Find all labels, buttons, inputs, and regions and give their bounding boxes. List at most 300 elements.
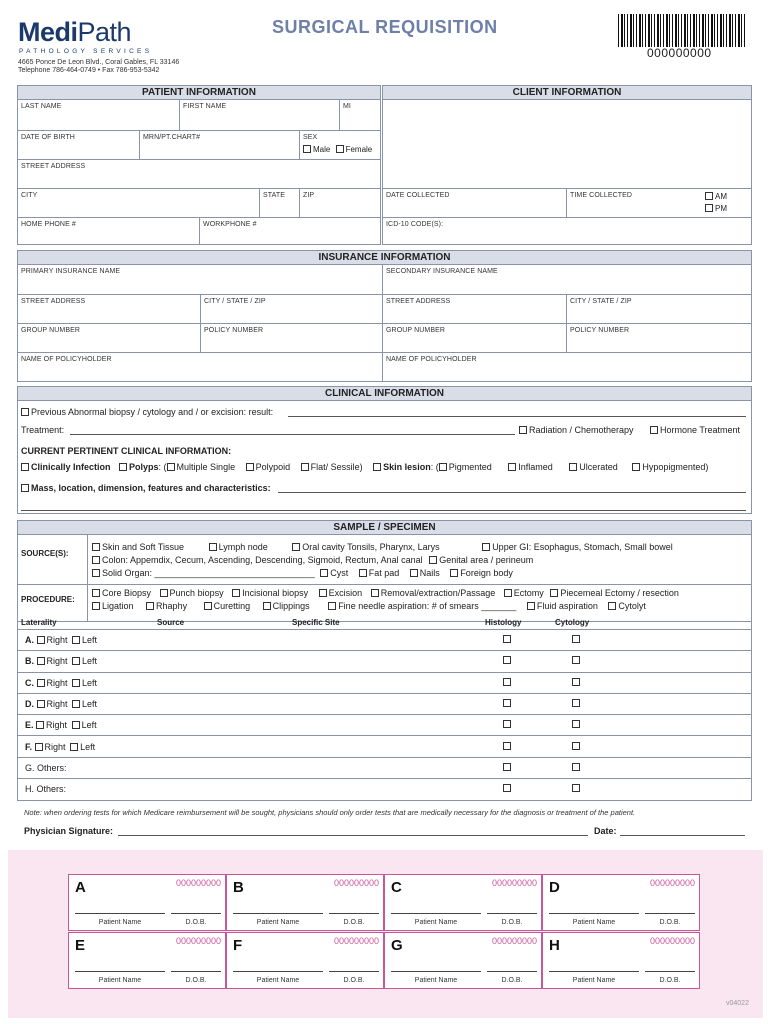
skin-lesion-checkbox[interactable]: [373, 463, 381, 471]
left-label: Left: [82, 656, 98, 667]
skin-lesion-label: Skin lesion: [383, 462, 431, 472]
hypopigmented-label: Hypopigmented): [642, 462, 709, 472]
colon-checkbox[interactable]: [92, 556, 100, 564]
signature-line[interactable]: [118, 835, 588, 836]
removal-label: Removal/extraction/Passage: [380, 588, 496, 598]
nails-checkbox[interactable]: [410, 569, 418, 577]
skin-soft-tissue-checkbox[interactable]: [92, 543, 100, 551]
primary-holder-field[interactable]: [18, 353, 383, 381]
colon-label: Colon: Appemdix, Cecum, Ascending, Descending, Sigmoid, Rectum, Anal canal: [102, 555, 423, 565]
mi-field[interactable]: [340, 100, 380, 131]
label-number: 000000000: [333, 878, 379, 888]
col-source: Source: [157, 618, 185, 627]
punch-biopsy-checkbox[interactable]: [160, 589, 168, 597]
mass-line-1[interactable]: [278, 492, 746, 493]
cytology-checkbox[interactable]: [572, 784, 580, 792]
work-phone-label: WORKPHONE #: [203, 221, 257, 228]
patient-name-caption: Patient Name: [98, 919, 142, 926]
right-label: Right: [46, 698, 68, 709]
ectomy-checkbox[interactable]: [504, 589, 512, 597]
label-letter: F: [233, 937, 243, 954]
primary-city-label: CITY / STATE / ZIP: [204, 298, 266, 305]
treatment-label: Treatment:: [21, 425, 65, 435]
patient-name-caption: Patient Name: [572, 919, 616, 926]
left-checkbox[interactable]: [70, 743, 78, 751]
incisional-biopsy-label: Incisional biopsy: [242, 588, 309, 598]
dob-line[interactable]: [645, 913, 695, 914]
patient-name-line[interactable]: [233, 913, 323, 914]
pigmented-label: Pigmented: [448, 462, 492, 472]
patient-info-header: PATIENT INFORMATION: [18, 86, 380, 100]
lab-address: 4665 Ponce De Leon Blvd., Coral Gables, FL 33146: [18, 59, 180, 66]
skin-soft-tissue-label: Skin and Soft Tissue: [102, 542, 185, 552]
radiation-label: Radiation / Chemotherapy: [529, 425, 634, 435]
dob-caption: D.O.B.: [185, 919, 207, 926]
male-label: Male: [313, 145, 331, 154]
label-letter: D: [549, 879, 560, 896]
row-letter: C.: [25, 677, 34, 688]
primary-insurance-field[interactable]: [18, 265, 383, 295]
barcode: [618, 14, 746, 47]
dob-caption: D.O.B.: [343, 919, 365, 926]
cytology-checkbox[interactable]: [572, 763, 580, 771]
oral-cavity-checkbox[interactable]: [292, 543, 300, 551]
row-letter: E.: [25, 720, 34, 731]
dob-line[interactable]: [171, 913, 221, 914]
left-label: Left: [80, 741, 96, 752]
primary-street-field[interactable]: [18, 295, 201, 324]
page-title: SURGICAL REQUISITION: [272, 17, 498, 37]
patient-name-line[interactable]: [549, 913, 639, 914]
lymph-node-label: Lymph node: [218, 542, 268, 552]
dob-field[interactable]: [18, 131, 140, 160]
solid-organ-checkbox[interactable]: [92, 569, 100, 577]
patient-name-line[interactable]: [233, 971, 323, 972]
right-label: Right: [46, 656, 68, 667]
lab-phone: Telephone 786-464-0749 • Fax 786-953-5342: [18, 67, 160, 74]
radiation-option: [519, 425, 634, 435]
insurance-header: INSURANCE INFORMATION: [18, 251, 751, 265]
mrn-field[interactable]: [140, 131, 300, 160]
col-histology: Histology: [485, 618, 522, 627]
zip-field[interactable]: [300, 189, 380, 218]
source-row-2: [92, 555, 533, 565]
patient-name-caption: Patient Name: [256, 977, 300, 984]
procedure-row-1: [92, 588, 679, 598]
ligation-label: Ligation: [102, 601, 134, 611]
dob-caption: D.O.B.: [659, 977, 681, 984]
foreign-body-label: Foreign body: [460, 568, 513, 578]
patient-name-caption: Patient Name: [414, 919, 458, 926]
procedure-row-2: [92, 601, 646, 611]
sources-label-cell: [18, 535, 88, 584]
time-collected-label: TIME COLLECTED: [570, 192, 633, 199]
primary-street-label: STREET ADDRESS: [21, 298, 86, 305]
primary-policy-label: POLICY NUMBER: [204, 327, 264, 334]
excision-label: Excision: [328, 588, 363, 598]
row-letter: D.: [25, 698, 34, 709]
secondary-policy-label: POLICY NUMBER: [570, 327, 630, 334]
multiple-single-label: Multiple Single: [176, 462, 236, 472]
ulcerated-checkbox[interactable]: [569, 463, 577, 471]
cytology-checkbox[interactable]: [572, 678, 580, 686]
work-phone-field[interactable]: [200, 218, 380, 245]
dob-caption: D.O.B.: [185, 977, 207, 984]
dob-line[interactable]: [645, 971, 695, 972]
logo-brand-a: Medi: [18, 17, 78, 47]
cytolyt-label: Cytolyt: [618, 601, 646, 611]
histology-checkbox[interactable]: [503, 763, 511, 771]
hormone-option: [650, 425, 740, 435]
specimen-row: [17, 758, 752, 779]
patient-name-caption: Patient Name: [98, 977, 142, 984]
flat-sessile-label: Flat/ Sessile): [310, 462, 363, 472]
piecemeal-checkbox[interactable]: [550, 589, 558, 597]
left-label: Left: [81, 720, 97, 731]
secondary-city-field[interactable]: [567, 295, 751, 324]
city-field[interactable]: [18, 189, 260, 218]
male-checkbox[interactable]: [303, 145, 311, 153]
left-checkbox[interactable]: [72, 636, 80, 644]
primary-holder-label: NAME OF POLICYHOLDER: [21, 356, 112, 363]
dob-line[interactable]: [487, 971, 537, 972]
right-checkbox[interactable]: [37, 636, 45, 644]
secondary-street-field[interactable]: [383, 295, 567, 324]
primary-insurance-label: PRIMARY INSURANCE NAME: [21, 268, 121, 275]
ectomy-label: Ectomy: [513, 588, 544, 598]
rhaphy-checkbox[interactable]: [146, 602, 154, 610]
label-number: 000000000: [649, 936, 695, 946]
ligation-checkbox[interactable]: [92, 602, 100, 610]
cyst-checkbox[interactable]: [320, 569, 328, 577]
multiple-single-checkbox[interactable]: [167, 463, 175, 471]
label-number: 000000000: [175, 936, 221, 946]
patient-name-line[interactable]: [391, 971, 481, 972]
label-letter: G: [391, 937, 403, 954]
insurance-section: [17, 250, 752, 382]
label-number: 000000000: [491, 936, 537, 946]
histology-checkbox[interactable]: [503, 720, 511, 728]
upper-gi-checkbox[interactable]: [482, 543, 490, 551]
specimen-label-h[interactable]: [542, 932, 700, 989]
primary-city-field[interactable]: [201, 295, 383, 324]
date-collected-field[interactable]: [383, 189, 567, 218]
histology-checkbox[interactable]: [503, 742, 511, 750]
previous-biopsy-label: Previous Abnormal biopsy / cytology and / or excision: result:: [31, 407, 274, 417]
left-label: Left: [82, 677, 98, 688]
dob-line[interactable]: [329, 913, 379, 914]
patient-name-caption: Patient Name: [572, 977, 616, 984]
col-laterality: Laterality: [21, 618, 57, 627]
hypopigmented-checkbox[interactable]: [632, 463, 640, 471]
right-checkbox[interactable]: [37, 657, 45, 665]
previous-biopsy-checkbox[interactable]: [21, 408, 29, 416]
date-label: Date:: [594, 826, 617, 836]
first-name-label: FIRST NAME: [183, 103, 227, 110]
cytology-checkbox[interactable]: [572, 635, 580, 643]
city-label: CITY: [21, 192, 38, 199]
label-number: 000000000: [175, 878, 221, 888]
histology-checkbox[interactable]: [503, 784, 511, 792]
fat-pad-checkbox[interactable]: [359, 569, 367, 577]
specimen-row: [17, 779, 752, 800]
dob-line[interactable]: [171, 971, 221, 972]
label-number: 000000000: [333, 936, 379, 946]
right-checkbox[interactable]: [36, 721, 44, 729]
specimen-label-d[interactable]: [542, 874, 700, 931]
cytology-checkbox[interactable]: [572, 699, 580, 707]
col-specific-site: Specific Site: [292, 618, 340, 627]
procedure-label: PROCEDURE:: [21, 595, 75, 604]
zip-label: ZIP: [303, 192, 315, 199]
dob-label: DATE OF BIRTH: [21, 134, 75, 141]
right-checkbox[interactable]: [35, 743, 43, 751]
dob-line[interactable]: [487, 913, 537, 914]
patient-name-caption: Patient Name: [256, 919, 300, 926]
previous-biopsy-row: [21, 407, 273, 417]
secondary-group-field[interactable]: [383, 324, 567, 353]
clinical-header: CLINICAL INFORMATION: [18, 387, 751, 401]
radiation-checkbox[interactable]: [519, 426, 527, 434]
last-name-field[interactable]: [18, 100, 180, 131]
client-info-header: CLIENT INFORMATION: [383, 86, 751, 100]
inflamed-label: Inflamed: [518, 462, 553, 472]
current-clinical-heading: CURRENT PERTINENT CLINICAL INFORMATION:: [21, 446, 232, 456]
col-cytology: Cytology: [555, 618, 590, 627]
cytology-checkbox[interactable]: [572, 742, 580, 750]
patient-name-line[interactable]: [549, 971, 639, 972]
polypoid-label: Polypoid: [255, 462, 291, 472]
curetting-checkbox[interactable]: [204, 602, 212, 610]
hormone-label: Hormone Treatment: [660, 425, 741, 435]
core-biopsy-checkbox[interactable]: [92, 589, 100, 597]
patient-name-line[interactable]: [391, 913, 481, 914]
specimen-label-a[interactable]: [68, 874, 226, 931]
infection-checkbox[interactable]: [21, 463, 29, 471]
cytology-checkbox[interactable]: [572, 656, 580, 664]
nails-label: Nails: [419, 568, 440, 578]
patient-name-caption: Patient Name: [414, 977, 458, 984]
infection-label: Clinically Infection: [31, 462, 111, 472]
time-collected-field[interactable]: [567, 189, 751, 218]
right-label: Right: [44, 741, 66, 752]
state-label: STATE: [263, 192, 286, 199]
histology-checkbox[interactable]: [503, 678, 511, 686]
dob-caption: D.O.B.: [343, 977, 365, 984]
others-label: H. Others:: [25, 784, 67, 795]
mass-checkbox[interactable]: [21, 484, 29, 492]
fna-label: Fine needle aspiration: # of smears _______: [338, 601, 517, 611]
am-checkbox[interactable]: [705, 192, 713, 200]
specimen-label-c[interactable]: [384, 874, 542, 931]
label-letter: B: [233, 879, 244, 896]
solid-organ-label: Solid Organ: ________________________________: [102, 568, 315, 578]
date-line[interactable]: [620, 835, 745, 836]
secondary-holder-field[interactable]: [383, 353, 751, 381]
treatment-line[interactable]: [70, 434, 515, 435]
removal-checkbox[interactable]: [371, 589, 379, 597]
am-label: AM: [715, 192, 727, 201]
right-checkbox[interactable]: [37, 700, 45, 708]
flat-sessile-checkbox[interactable]: [301, 463, 309, 471]
ulcerated-label: Ulcerated: [579, 462, 618, 472]
left-checkbox[interactable]: [72, 657, 80, 665]
primary-group-label: GROUP NUMBER: [21, 327, 81, 334]
specimen-row: [17, 694, 752, 715]
core-biopsy-label: Core Biopsy: [102, 588, 152, 598]
incisional-biopsy-checkbox[interactable]: [232, 589, 240, 597]
pm-checkbox[interactable]: [705, 204, 713, 212]
right-checkbox[interactable]: [37, 679, 45, 687]
specimen-row: [17, 737, 752, 758]
row-letter: F.: [25, 741, 33, 752]
patient-name-line[interactable]: [75, 971, 165, 972]
label-number: 000000000: [649, 878, 695, 888]
barcode-number: 000000000: [647, 46, 712, 60]
others-label: G. Others:: [25, 762, 67, 773]
rhaphy-label: Rhaphy: [156, 601, 188, 611]
left-label: Left: [82, 698, 98, 709]
curetting-label: Curetting: [213, 601, 251, 611]
logo-subtitle: PATHOLOGY SERVICES: [19, 48, 153, 55]
left-checkbox[interactable]: [72, 721, 80, 729]
left-checkbox[interactable]: [72, 700, 80, 708]
mass-row: [21, 483, 271, 493]
left-label: Left: [82, 635, 98, 645]
specimen-label-f[interactable]: [226, 932, 384, 989]
sample-header: SAMPLE / SPECIMEN: [18, 521, 751, 535]
secondary-street-label: STREET ADDRESS: [386, 298, 451, 305]
histology-checkbox[interactable]: [503, 699, 511, 707]
fat-pad-label: Fat pad: [368, 568, 400, 578]
clinical-options-row: [21, 462, 708, 472]
excision-checkbox[interactable]: [319, 589, 327, 597]
dob-caption: D.O.B.: [659, 919, 681, 926]
cytology-checkbox[interactable]: [572, 720, 580, 728]
clippings-checkbox[interactable]: [263, 602, 271, 610]
female-label: Female: [345, 145, 373, 154]
polypoid-checkbox[interactable]: [246, 463, 254, 471]
genital-area-checkbox[interactable]: [429, 556, 437, 564]
dob-line[interactable]: [329, 971, 379, 972]
secondary-insurance-field[interactable]: [383, 265, 751, 295]
patient-info-section: [17, 85, 381, 245]
secondary-policy-field[interactable]: [567, 324, 751, 353]
dob-caption: D.O.B.: [501, 977, 523, 984]
version-label: v04022: [726, 1000, 749, 1007]
label-number: 000000000: [491, 878, 537, 888]
mass-line-2[interactable]: [21, 510, 746, 511]
specimen-row: [17, 651, 752, 672]
secondary-holder-label: NAME OF POLICYHOLDER: [386, 356, 477, 363]
signature-label: Physician Signature:: [24, 826, 114, 836]
pm-label: PM: [715, 204, 727, 213]
right-label: Right: [46, 635, 68, 645]
histology-checkbox[interactable]: [503, 656, 511, 664]
logo: [18, 18, 131, 46]
state-field[interactable]: [260, 189, 300, 218]
polyps-checkbox[interactable]: [119, 463, 127, 471]
logo-brand-b: Path: [77, 17, 132, 47]
specimen-row: [17, 673, 752, 694]
sex-label: SEX: [303, 134, 318, 141]
label-letter: A: [75, 879, 86, 896]
specimen-label-g[interactable]: [384, 932, 542, 989]
secondary-insurance-label: SECONDARY INSURANCE NAME: [386, 268, 498, 275]
icd-field[interactable]: [383, 218, 751, 245]
fluid-aspiration-checkbox[interactable]: [527, 602, 535, 610]
left-checkbox[interactable]: [72, 679, 80, 687]
home-phone-label: HOME PHONE #: [21, 221, 76, 228]
fluid-aspiration-label: Fluid aspiration: [536, 601, 598, 611]
female-checkbox[interactable]: [336, 145, 344, 153]
skin-lesion-open-paren: : (: [430, 462, 439, 472]
label-letter: C: [391, 879, 402, 896]
hormone-checkbox[interactable]: [650, 426, 658, 434]
clippings-label: Clippings: [272, 601, 310, 611]
last-name-label: LAST NAME: [21, 103, 62, 110]
secondary-city-label: CITY / STATE / ZIP: [570, 298, 632, 305]
punch-biopsy-label: Punch biopsy: [169, 588, 224, 598]
polyps-label: Polyps: [129, 462, 159, 472]
mass-label: Mass, location, dimension, features and characteristics:: [31, 483, 271, 493]
dob-caption: D.O.B.: [501, 919, 523, 926]
medicare-note: Note: when ordering tests for which Medicare reimbursement will be sought, physicians should only order tests that are medically necessary for the diagnosis or treatment of the patient.: [24, 808, 636, 817]
specimen-row: [17, 630, 752, 651]
pigmented-checkbox[interactable]: [439, 463, 447, 471]
cyst-label: Cyst: [330, 568, 349, 578]
icd-label: ICD-10 CODE(S):: [386, 221, 444, 228]
piecemeal-label: Piecemeal Ectomy / resection: [560, 588, 679, 598]
right-label: Right: [46, 720, 68, 731]
label-letter: E: [75, 937, 86, 954]
genital-area-label: Genital area / perineum: [439, 555, 534, 565]
specimen-label-b[interactable]: [226, 874, 384, 931]
first-name-field[interactable]: [180, 100, 340, 131]
primary-group-field[interactable]: [18, 324, 201, 353]
mrn-label: MRN/PT.CHART#: [143, 134, 201, 141]
fna-checkbox[interactable]: [328, 602, 336, 610]
oral-cavity-label: Oral cavity Tonsils, Pharynx, Larys: [302, 542, 440, 552]
patient-name-line[interactable]: [75, 913, 165, 914]
street-address-field[interactable]: [18, 160, 380, 189]
source-row-3: [92, 568, 513, 578]
date-collected-label: DATE COLLECTED: [386, 192, 450, 199]
client-info-section: [382, 85, 752, 245]
label-letter: H: [549, 937, 560, 954]
right-label: Right: [46, 677, 68, 688]
inflamed-checkbox[interactable]: [508, 463, 516, 471]
polyps-open-paren: : (: [158, 462, 167, 472]
histology-checkbox[interactable]: [503, 635, 511, 643]
sex-field: [300, 131, 380, 160]
upper-gi-label: Upper GI: Esophagus, Stomach, Small bowel: [492, 542, 673, 552]
source-row-1: [92, 542, 673, 552]
mi-label: MI: [343, 103, 351, 110]
street-address-label: STREET ADDRESS: [21, 163, 86, 170]
lymph-node-checkbox[interactable]: [209, 543, 217, 551]
sources-label: SOURCE(S):: [21, 549, 69, 558]
row-letter: B.: [25, 656, 34, 667]
previous-result-line[interactable]: [288, 416, 746, 417]
primary-policy-field[interactable]: [201, 324, 383, 353]
client-blank-area: [383, 100, 751, 189]
cytolyt-checkbox[interactable]: [608, 602, 616, 610]
home-phone-field[interactable]: [18, 218, 200, 245]
foreign-body-checkbox[interactable]: [450, 569, 458, 577]
specimen-row: [17, 715, 752, 736]
specimen-label-e[interactable]: [68, 932, 226, 989]
